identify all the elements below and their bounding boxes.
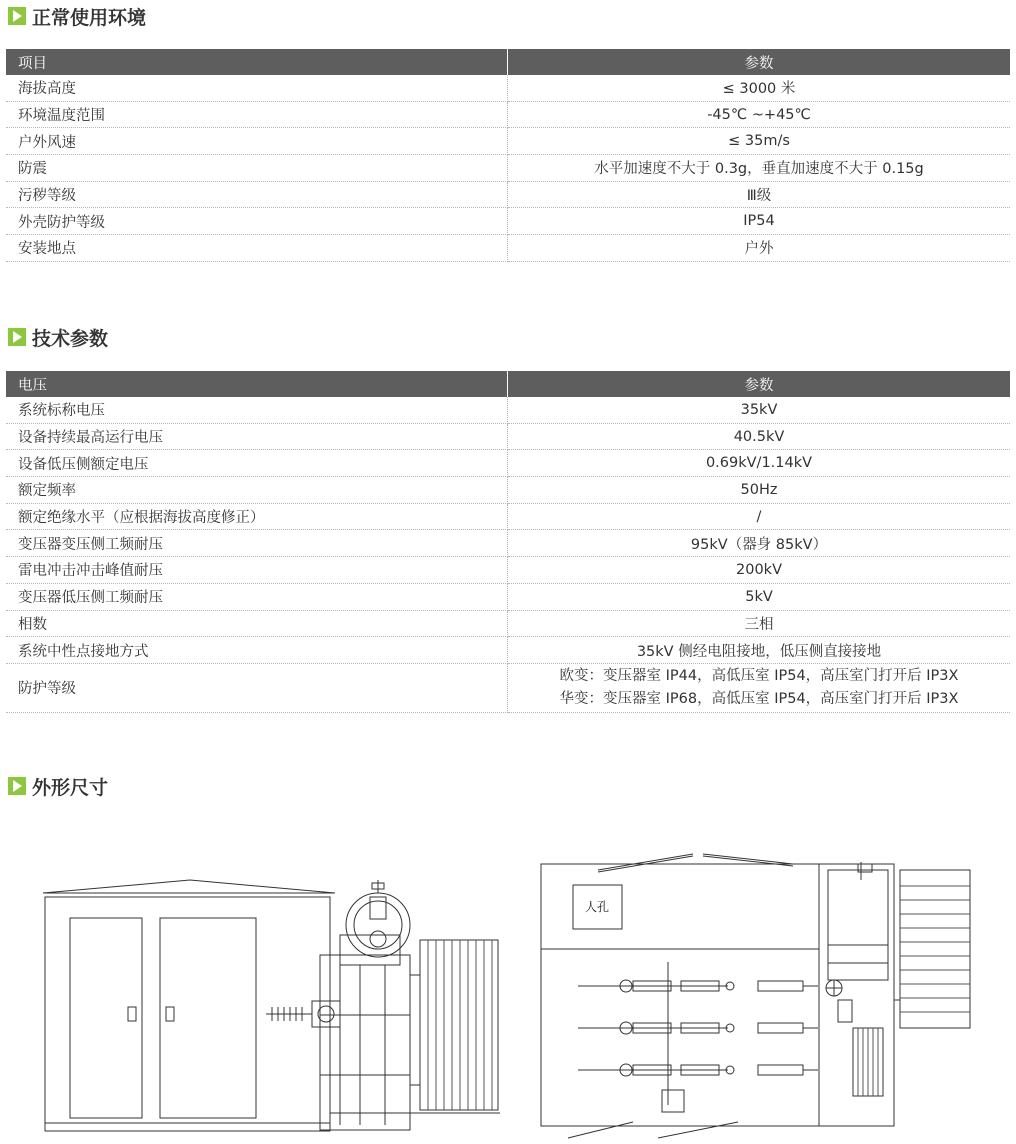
row-value: ≤ 35m/s (508, 128, 1011, 155)
table-row (6, 530, 1010, 557)
row-value: ≤ 3000 米 (508, 75, 1011, 101)
manhole-label: 人孔 (584, 900, 610, 914)
header-item: 项目 (6, 49, 508, 75)
table-row (6, 637, 1010, 664)
table-row (6, 503, 1010, 530)
row-value: / (508, 503, 1011, 530)
play-arrow-icon (8, 328, 26, 346)
protection-line: 欧变：变压器室 IP44，高低压室 IP54，高压室门打开后 IP3X (559, 667, 959, 684)
table-row (6, 423, 1010, 450)
technical-table (6, 371, 1010, 713)
row-value: 户外 (508, 235, 1011, 262)
row-value: 95kV（器身 85kV） (508, 530, 1011, 557)
row-item: 设备持续最高运行电压 (6, 423, 508, 450)
row-item: 额定绝缘水平（应根据海拔高度修正） (6, 503, 508, 530)
row-item: 环境温度范围 (6, 101, 508, 128)
row-value: 三相 (508, 610, 1011, 637)
row-value: 40.5kV (508, 423, 1011, 450)
table-row (6, 235, 1010, 262)
row-value: 5kV (508, 583, 1011, 610)
section-title-text: 外形尺寸 (32, 776, 109, 799)
side-elevation-drawing (40, 875, 510, 1140)
section-title-text: 正常使用环境 (32, 6, 147, 29)
row-item: 防震 (6, 155, 508, 182)
row-item: 外壳防护等级 (6, 208, 508, 235)
row-value: 50Hz (508, 477, 1011, 504)
row-value: 水平加速度不大于 0.3g，垂直加速度不大于 0.15g (508, 155, 1011, 182)
row-item: 变压器变压侧工频耐压 (6, 530, 508, 557)
row-item: 系统标称电压 (6, 397, 508, 423)
row-item: 额定频率 (6, 477, 508, 504)
play-arrow-icon (8, 777, 26, 795)
section-title-dimensions (8, 774, 108, 798)
table-row (6, 477, 1010, 504)
header-item: 电压 (6, 371, 508, 397)
row-item: 设备低压侧额定电压 (6, 450, 508, 477)
row-item: 污秽等级 (6, 181, 508, 208)
table-row (6, 208, 1010, 235)
table-row (6, 557, 1010, 584)
table-row (6, 663, 1010, 712)
row-value: 35kV (508, 397, 1011, 423)
row-value: Ⅲ级 (508, 181, 1011, 208)
row-value (508, 663, 1011, 712)
play-arrow-icon (8, 7, 26, 25)
section-title-text: 技术参数 (32, 327, 109, 350)
row-item: 防护等级 (6, 663, 508, 712)
environment-table (6, 49, 1010, 262)
row-item: 变压器低压侧工频耐压 (6, 583, 508, 610)
row-item: 户外风速 (6, 128, 508, 155)
protection-line: 华变：变压器室 IP68，高低压室 IP54，高压室门打开后 IP3X (559, 690, 959, 707)
table-row (6, 155, 1010, 182)
header-value: 参数 (508, 49, 1011, 75)
table-row (6, 583, 1010, 610)
section-title-environment (8, 4, 146, 28)
table-row (6, 75, 1010, 101)
row-value: 200kV (508, 557, 1011, 584)
row-item: 安装地点 (6, 235, 508, 262)
table-row (6, 610, 1010, 637)
row-value: -45℃ ~+45℃ (508, 101, 1011, 128)
header-value: 参数 (508, 371, 1011, 397)
row-value: 0.69kV/1.14kV (508, 450, 1011, 477)
table-row (6, 181, 1010, 208)
section-title-technical (8, 325, 108, 349)
row-value: IP54 (508, 208, 1011, 235)
plan-view-drawing (538, 850, 978, 1142)
table-header-row (6, 49, 1010, 75)
table-header-row (6, 371, 1010, 397)
table-row (6, 101, 1010, 128)
row-item: 相数 (6, 610, 508, 637)
row-item: 系统中性点接地方式 (6, 637, 508, 664)
table-row (6, 450, 1010, 477)
table-row (6, 397, 1010, 423)
row-item: 海拔高度 (6, 75, 508, 101)
row-item: 雷电冲击冲击峰值耐压 (6, 557, 508, 584)
table-row (6, 128, 1010, 155)
row-value: 35kV 侧经电阻接地，低压侧直接接地 (508, 637, 1011, 664)
